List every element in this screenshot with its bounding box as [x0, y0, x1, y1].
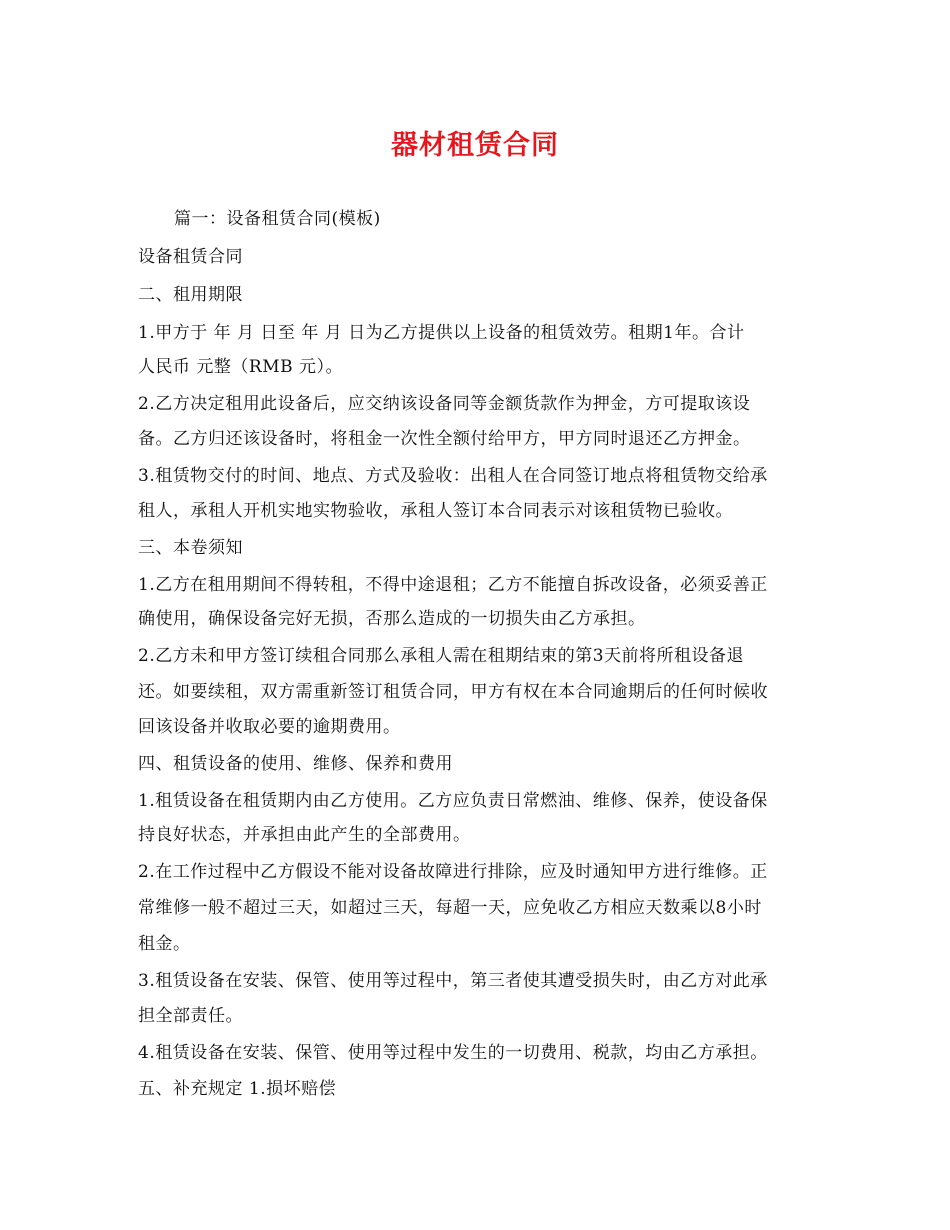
paragraph-line: 2.在工作过程中乙方假设不能对设备故障进行排除，应及时通知甲方进行维修。正 [138, 862, 768, 882]
paragraph-line: 担全部责任。 [138, 1006, 243, 1026]
paragraph-line: 1.租赁设备在租赁期内由乙方使用。乙方应负责日常燃油、维修、保养，使设备保 [138, 791, 768, 811]
section-heading-lease-term: 二、租用期限 [138, 285, 243, 305]
document-title: 器材租赁合同 [391, 130, 559, 161]
paragraph-line: 持良好状态，并承担由此产生的全部费用。 [138, 825, 471, 845]
paragraph-line: 还。如要续租，双方需重新签订租赁合同，甲方有权在本合同逾期后的任何时候收 [138, 682, 768, 702]
paragraph-line: 4.租赁设备在安装、保管、使用等过程中发生的一切费用、税款，均由乙方承担。 [138, 1043, 768, 1063]
section-heading-use-maintenance: 四、租赁设备的使用、维修、保养和费用 [138, 754, 453, 774]
paragraph-line: 回该设备并收取必要的逾期费用。 [138, 717, 401, 737]
paragraph-line: 1.甲方于 年 月 日至 年 月 日为乙方提供以上设备的租赁效劳。租期1年。合计 [138, 323, 745, 343]
paragraph-line: 租金。 [138, 934, 191, 954]
paragraph-line: 常维修一般不超过三天，如超过三天，每超一天，应免收乙方相应天数乘以8小时 [138, 898, 762, 918]
contract-name: 设备租赁合同 [138, 247, 243, 267]
paragraph-line: 备。乙方归还该设备时，将租金一次性全额付给甲方，甲方同时退还乙方押金。 [138, 429, 751, 449]
section-heading-part-one: 篇一：设备租赁合同(模板) [174, 209, 381, 229]
paragraph-line: 2.乙方决定租用此设备后，应交纳该设备同等金额货款作为押金，方可提取该设 [138, 394, 751, 414]
paragraph-line: 确使用，确保设备完好无损，否那么造成的一切损失由乙方承担。 [138, 609, 646, 629]
paragraph-line: 3.租赁设备在安装、保管、使用等过程中，第三者使其遭受损失时，由乙方对此承 [138, 971, 768, 991]
paragraph-line: 3.租赁物交付的时间、地点、方式及验收：出租人在合同签订地点将租赁物交给承 [138, 466, 768, 486]
paragraph-line: 租人，承租人开机实地实物验收，承租人签订本合同表示对该租赁物已验收。 [138, 501, 733, 521]
paragraph-line: 人民币 元整（RMB 元）。 [138, 357, 344, 377]
paragraph-line: 1.乙方在租用期间不得转租，不得中途退租；乙方不能擅自拆改设备，必须妥善正 [138, 575, 768, 595]
paragraph-line: 2.乙方未和甲方签订续租合同那么承租人需在租期结束的第3天前将所租设备退 [138, 646, 745, 666]
section-heading-supplementary: 五、补充规定 1.损坏赔偿 [138, 1079, 337, 1099]
section-heading-notes: 三、本卷须知 [138, 538, 243, 558]
